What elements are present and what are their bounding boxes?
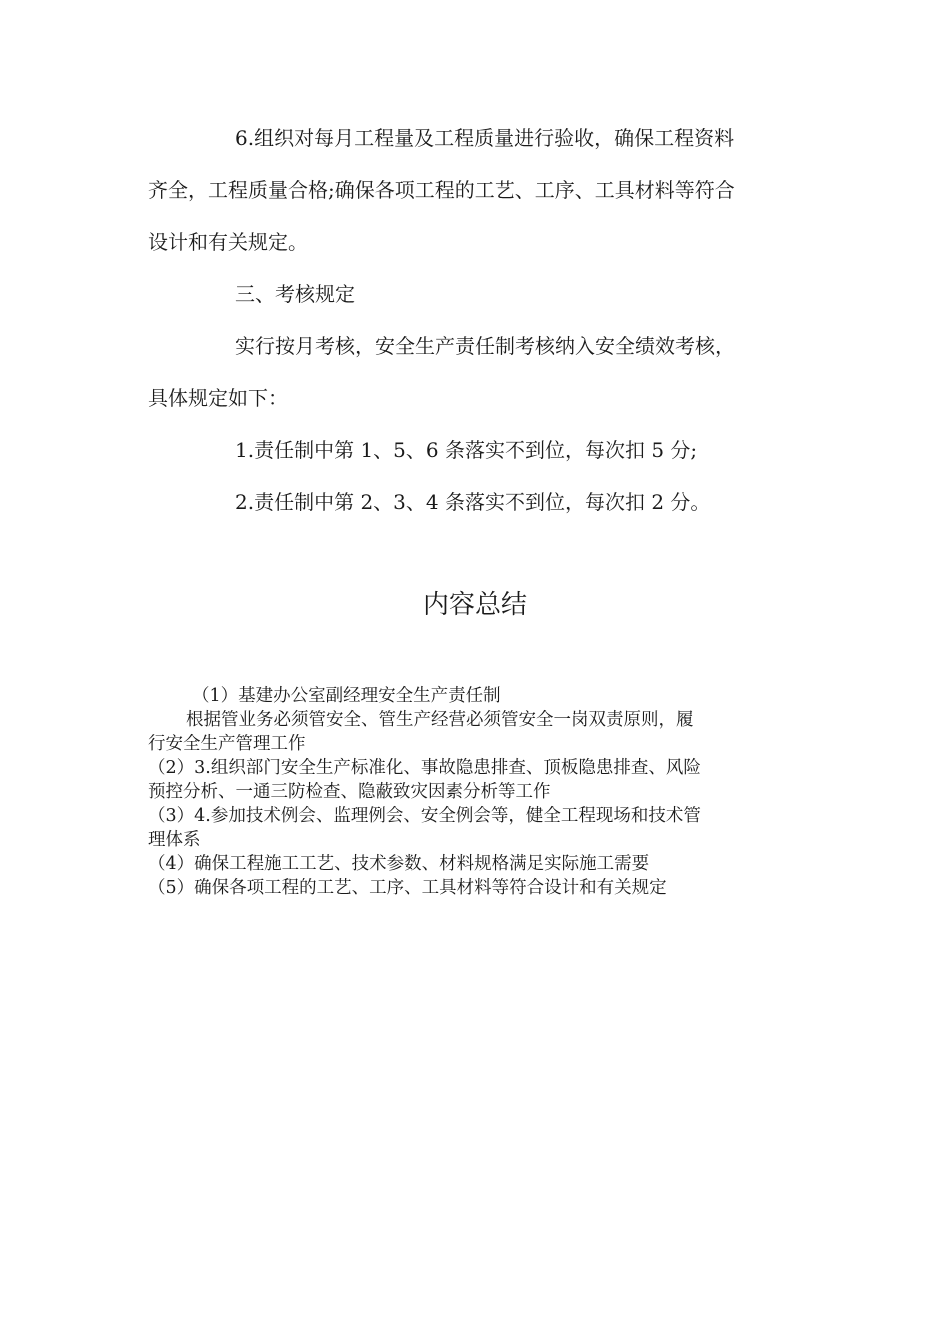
paragraph-6-line-1: 6.组织对每月工程量及工程质量进行验收，确保工程资料 xyxy=(235,126,735,150)
assessment-line-2: 具体规定如下： xyxy=(148,386,288,410)
summary-line: （5）确保各项工程的工艺、工序、工具材料等符合设计和有关规定 xyxy=(148,878,667,898)
summary-line: 预控分析、一通三防检查、隐蔽致灾因素分析等工作 xyxy=(148,782,551,802)
summary-line: （4）确保工程施工工艺、技术参数、材料规格满足实际施工需要 xyxy=(148,854,650,874)
section-heading: 三、考核规定 xyxy=(235,282,355,306)
rule-2: 2.责任制中第 2、3、4 条落实不到位，每次扣 2 分。 xyxy=(235,490,711,514)
summary-line: 根据管业务必须管安全、管生产经营必须管安全一岗双责原则，履 xyxy=(186,710,694,730)
paragraph-6-line-3: 设计和有关规定。 xyxy=(148,230,308,254)
summary-list xyxy=(148,684,808,900)
document-body xyxy=(148,112,808,528)
summary-line: （1）基建办公室副经理安全生产责任制 xyxy=(192,686,501,706)
summary-line: （3）4.参加技术例会、监理例会、安全例会等，健全工程现场和技术管 xyxy=(148,806,701,826)
summary-line: 理体系 xyxy=(148,830,201,850)
summary-title: 内容总结 xyxy=(422,590,527,620)
rule-1: 1.责任制中第 1、5、6 条落实不到位，每次扣 5 分; xyxy=(235,438,698,462)
summary-line: 行安全生产管理工作 xyxy=(148,734,306,754)
paragraph-6-line-2: 齐全，工程质量合格;确保各项工程的工艺、工序、工具材料等符合 xyxy=(148,178,735,202)
summary-line: （2）3.组织部门安全生产标准化、事故隐患排查、顶板隐患排查、风险 xyxy=(148,758,701,778)
assessment-line-1: 实行按月考核，安全生产责任制考核纳入安全绩效考核， xyxy=(235,334,735,358)
